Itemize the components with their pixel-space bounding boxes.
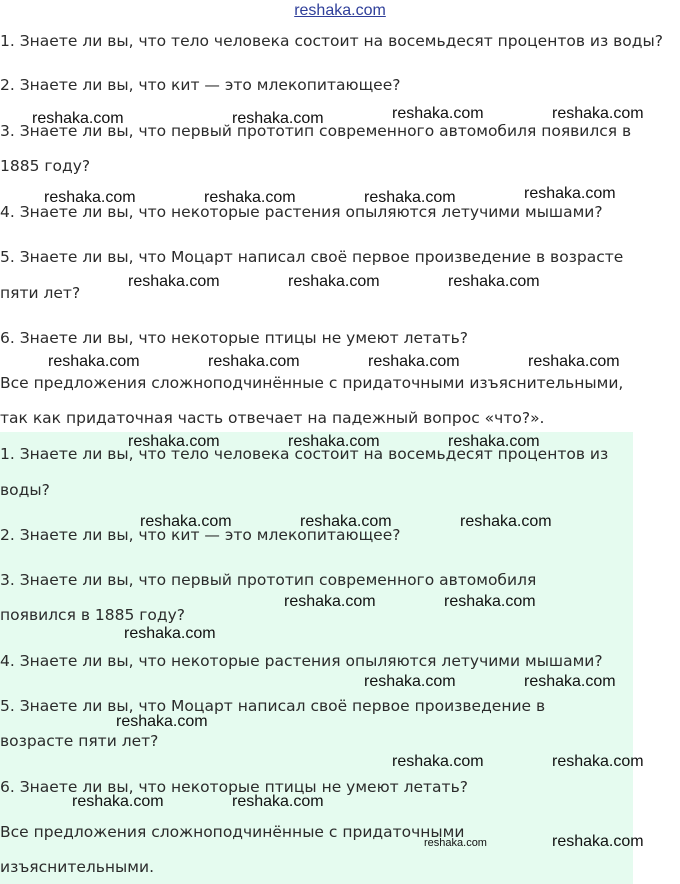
site-logo-link[interactable]: reshaka.com [294,2,386,19]
watermark: reshaka.com [284,593,376,610]
watermark: reshaka.com [424,837,487,849]
watermark: reshaka.com [208,353,300,370]
watermark: reshaka.com [204,189,296,206]
text-line: 1. Знаете ли вы, что тело человека состоит на восемьдесят процентов из воды? [0,32,663,50]
text-line: Все предложения сложноподчинённые с придаточными изъяснительными, [0,374,624,392]
watermark: reshaka.com [232,110,324,127]
watermark: reshaka.com [552,753,644,770]
text-line: воды? [0,481,50,499]
text-line: 5. Знаете ли вы, что Моцарт написал своё первое произведение в [0,697,546,715]
text-line: 1. Знаете ли вы, что тело человека состоит на восемьдесят процентов из [0,445,609,463]
watermark: reshaka.com [32,110,124,127]
watermark: reshaka.com [448,433,540,450]
watermark: reshaka.com [124,625,216,642]
text-line: появился в 1885 году? [0,606,186,624]
watermark: reshaka.com [524,185,616,202]
watermark: reshaka.com [524,673,616,690]
text-line: 3. Знаете ли вы, что первый прототип современного автомобиля появился в [0,122,632,140]
text-line: 6. Знаете ли вы, что некоторые птицы не умеют летать? [0,778,468,796]
text-line: 5. Знаете ли вы, что Моцарт написал своё первое произведение в возрасте [0,248,624,266]
text-line: 2. Знаете ли вы, что кит — это млекопитающее? [0,526,401,544]
watermark: reshaka.com [392,753,484,770]
watermark: reshaka.com [288,273,380,290]
watermark: reshaka.com [232,793,324,810]
watermark: reshaka.com [72,793,164,810]
watermark: reshaka.com [116,713,208,730]
watermark: reshaka.com [444,593,536,610]
text-line: возрасте пяти лет? [0,732,159,750]
watermark: reshaka.com [460,513,552,530]
text-line: так как придаточная часть отвечает на падежный вопрос «что?». [0,409,545,427]
text-line: 2. Знаете ли вы, что кит — это млекопитающее? [0,76,401,94]
watermark: reshaka.com [128,273,220,290]
watermark: reshaka.com [288,433,380,450]
text-line: 4. Знаете ли вы, что некоторые растения опыляются летучими мышами? [0,652,603,670]
text-line: изъяснительными. [0,858,154,876]
watermark: reshaka.com [552,105,644,122]
watermark: reshaka.com [364,673,456,690]
watermark: reshaka.com [48,353,140,370]
text-line: 3. Знаете ли вы, что первый прототип современного автомобиля [0,571,537,589]
watermark: reshaka.com [552,833,644,850]
watermark: reshaka.com [392,105,484,122]
watermark: reshaka.com [368,353,460,370]
watermark: reshaka.com [364,189,456,206]
text-line: пяти лет? [0,284,81,302]
watermark: reshaka.com [44,189,136,206]
text-line: 6. Знаете ли вы, что некоторые птицы не умеют летать? [0,329,468,347]
watermark: reshaka.com [528,353,620,370]
watermark: reshaka.com [448,273,540,290]
watermark: reshaka.com [128,433,220,450]
text-line: 4. Знаете ли вы, что некоторые растения опыляются летучими мышами? [0,203,603,221]
text-line: Все предложения сложноподчинённые с придаточными [0,823,465,841]
watermark: reshaka.com [300,513,392,530]
watermark: reshaka.com [140,513,232,530]
text-line: 1885 году? [0,157,91,175]
